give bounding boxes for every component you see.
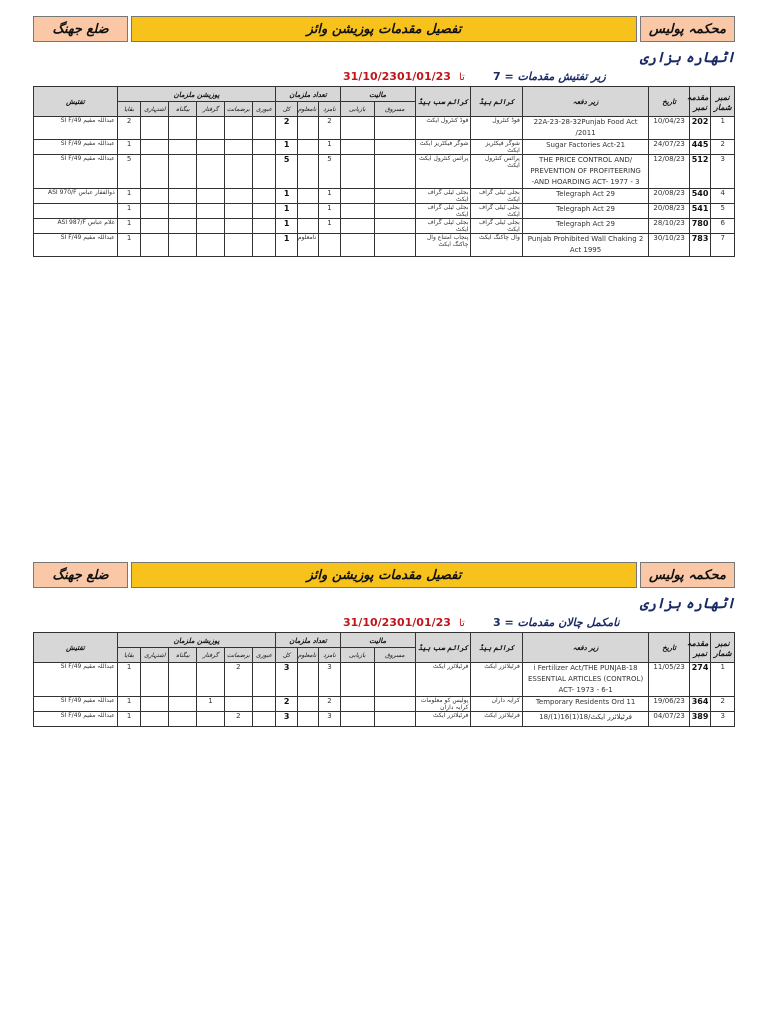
- cell-case-no: 364: [690, 697, 711, 712]
- cell-crime-subhead: بجلی ٹیلی گراف ایکٹ: [415, 204, 471, 219]
- cell-crime-subhead: پنجاب امتناع وال چاکنگ ایکٹ: [415, 234, 471, 257]
- banner: [33, 16, 735, 42]
- cell-innocent: [169, 234, 197, 257]
- col-crime-subhead: کرائم سب ہیڈ: [415, 633, 471, 663]
- cases-table: [33, 86, 735, 257]
- report-title: تفصیل مقدمات پوزیشن وائز: [131, 16, 637, 42]
- col-property: مالیت: [340, 633, 415, 648]
- cell-investigation-officer: ذوالفقار عباس ASI 970/F: [34, 189, 118, 204]
- district-label: ضلع جھنگ: [33, 16, 128, 42]
- cell-section: 11 Temporary Residents Ord: [522, 697, 648, 712]
- cell-serial: 4: [711, 189, 735, 204]
- cell-total: 2: [276, 697, 297, 712]
- cell-interim: [252, 663, 276, 697]
- date-range: [343, 616, 473, 629]
- col-interim: عبوری: [252, 102, 276, 117]
- case-count-value: 7: [493, 70, 501, 83]
- cell-interim: [252, 140, 276, 155]
- cell-interim: [252, 117, 276, 140]
- district-label: ضلع جھنگ: [33, 562, 128, 588]
- cell-released: [224, 117, 252, 140]
- table-row: [34, 234, 735, 257]
- cell-remaining: 1: [117, 204, 141, 219]
- report-title: تفصیل مقدمات پوزیشن وائز: [131, 562, 637, 588]
- table-row: [34, 663, 735, 697]
- cell-recovered: [340, 117, 374, 140]
- col-serial: نمبر شمار: [711, 87, 735, 117]
- col-named: نامزد: [319, 102, 340, 117]
- date-from: 01/01/23: [396, 616, 451, 629]
- cell-stolen: [374, 697, 415, 712]
- date-separator: تا: [458, 618, 465, 629]
- cell-crime-head: پرائس کنٹرول ایکٹ: [471, 155, 522, 189]
- cell-remaining: 1: [117, 712, 141, 727]
- cell-remaining: 1: [117, 697, 141, 712]
- col-accused-position: پوزیشن ملزمان: [117, 87, 276, 102]
- col-unknown: نامعلوم: [297, 102, 318, 117]
- cell-arrested: [197, 663, 225, 697]
- cell-interim: [252, 189, 276, 204]
- cell-unknown: [297, 663, 318, 697]
- col-arrested: گرفتار: [197, 102, 225, 117]
- cell-innocent: [169, 140, 197, 155]
- cell-released: 2: [224, 712, 252, 727]
- cell-total: 3: [276, 663, 297, 697]
- cell-remaining: 2: [117, 117, 141, 140]
- cell-stolen: [374, 234, 415, 257]
- col-remaining: بقایا: [117, 648, 141, 663]
- cell-date: 12/08/23: [649, 155, 690, 189]
- cell-absconder: [141, 189, 169, 204]
- cell-date: 24/07/23: [649, 140, 690, 155]
- cell-arrested: [197, 117, 225, 140]
- cell-unknown: [297, 219, 318, 234]
- cell-investigation-officer: [34, 204, 118, 219]
- cell-total: 1: [276, 140, 297, 155]
- cell-released: 2: [224, 663, 252, 697]
- cell-released: [224, 219, 252, 234]
- case-count: [493, 70, 606, 83]
- cell-date: 20/08/23: [649, 204, 690, 219]
- col-absconder: اشتہاری: [141, 102, 169, 117]
- case-count-label: زیر تفتیش مقدمات =: [500, 70, 606, 83]
- cell-section: /THE PRICE CONTROL AND PREVENTION OF PROFITEERING AND HOARDING ACT- 1977 - 3-: [522, 155, 648, 189]
- cell-named: 2: [319, 117, 340, 140]
- cell-crime-head: شوگر فیکٹریز ایکٹ: [471, 140, 522, 155]
- cell-total: 5: [276, 155, 297, 189]
- cell-innocent: [169, 697, 197, 712]
- case-count-label: نامکمل چالان مقدمات =: [500, 616, 620, 629]
- col-total: کل: [276, 648, 297, 663]
- cell-unknown: [297, 189, 318, 204]
- cell-section: 29 Telegraph Act: [522, 204, 648, 219]
- cell-unknown: [297, 155, 318, 189]
- cell-interim: [252, 155, 276, 189]
- cell-crime-head: بجلی ٹیلی گراف ایکٹ: [471, 189, 522, 204]
- cell-named: 5: [319, 155, 340, 189]
- cell-crime-subhead: فوڈ کنٹرول ایکٹ: [415, 117, 471, 140]
- col-date: تاریخ: [649, 633, 690, 663]
- cell-stolen: [374, 204, 415, 219]
- cell-named: 1: [319, 140, 340, 155]
- cell-absconder: [141, 697, 169, 712]
- cell-total: 3: [276, 712, 297, 727]
- cell-crime-head: کرایہ داران: [471, 697, 522, 712]
- cell-date: 30/10/23: [649, 234, 690, 257]
- col-accused-count: تعداد ملزمان: [276, 87, 340, 102]
- cell-unknown: [297, 204, 318, 219]
- cell-recovered: [340, 697, 374, 712]
- cell-arrested: 1: [197, 697, 225, 712]
- cell-section: 29 Telegraph Act: [522, 219, 648, 234]
- col-stolen: مسروق: [374, 648, 415, 663]
- date-separator: تا: [458, 72, 465, 83]
- cell-crime-subhead: فرٹیلائزر ایکٹ: [415, 663, 471, 697]
- cell-investigation-officer: عبداللہ مقیم SI F/49: [34, 697, 118, 712]
- cell-investigation-officer: عبداللہ مقیم SI F/49: [34, 712, 118, 727]
- cell-date: 04/07/23: [649, 712, 690, 727]
- case-summary: [33, 616, 735, 632]
- cell-innocent: [169, 189, 197, 204]
- cell-unknown: [297, 712, 318, 727]
- cell-crime-head: وال چاکنگ ایکٹ: [471, 234, 522, 257]
- cell-investigation-officer: غلام عباس ASI 987/F: [34, 219, 118, 234]
- cell-remaining: 1: [117, 189, 141, 204]
- cell-recovered: [340, 204, 374, 219]
- police-station-name: اٹھارہ ہزاری: [639, 50, 735, 66]
- cell-remaining: 1: [117, 140, 141, 155]
- banner: [33, 562, 735, 588]
- cell-crime-head: فرٹیلائزر ایکٹ: [471, 663, 522, 697]
- cell-remaining: 5: [117, 155, 141, 189]
- cell-stolen: [374, 712, 415, 727]
- date-to: 31/10/23: [343, 70, 397, 83]
- cell-unknown: [297, 117, 318, 140]
- col-date: تاریخ: [649, 87, 690, 117]
- cell-interim: [252, 219, 276, 234]
- cell-innocent: [169, 204, 197, 219]
- cell-case-no: 540: [690, 189, 711, 204]
- cell-released: [224, 189, 252, 204]
- col-accused-count: تعداد ملزمان: [276, 633, 340, 648]
- cell-investigation-officer: عبداللہ مقیم SI F/49: [34, 140, 118, 155]
- police-station-name: اٹھارہ ہزاری: [639, 596, 735, 612]
- cell-date: 20/08/23: [649, 189, 690, 204]
- cell-named: 2: [319, 697, 340, 712]
- col-unknown: نامعلوم: [297, 648, 318, 663]
- cell-innocent: [169, 117, 197, 140]
- cases-table: [33, 632, 735, 727]
- col-investigation: تفتیش: [34, 633, 118, 663]
- col-interim: عبوری: [252, 648, 276, 663]
- cell-stolen: [374, 155, 415, 189]
- table-row: [34, 712, 735, 727]
- cell-absconder: [141, 712, 169, 727]
- cell-innocent: [169, 155, 197, 189]
- cell-crime-head: بجلی ٹیلی گراف ایکٹ: [471, 204, 522, 219]
- cell-innocent: [169, 219, 197, 234]
- cell-arrested: [197, 189, 225, 204]
- col-released: برضمانت: [224, 102, 252, 117]
- table-header-row: [34, 633, 735, 648]
- cell-total: 1: [276, 189, 297, 204]
- col-crime-head: کرائم ہیڈ: [471, 633, 522, 663]
- col-remaining: بقایا: [117, 102, 141, 117]
- cell-arrested: [197, 712, 225, 727]
- cell-total: 1: [276, 204, 297, 219]
- cell-section: 18-i Fertilizer Act/THE PUNJAB ESSENTIAL ARTICLES (CONTROL) ACT- 1973 - 6-1: [522, 663, 648, 697]
- cell-crime-subhead: پرائس کنٹرول ایکٹ: [415, 155, 471, 189]
- report-section-1: [33, 16, 735, 257]
- cell-serial: 7: [711, 234, 735, 257]
- cell-serial: 1: [711, 117, 735, 140]
- cell-absconder: [141, 155, 169, 189]
- table-row: [34, 697, 735, 712]
- cell-absconder: [141, 204, 169, 219]
- cell-recovered: [340, 219, 374, 234]
- cell-interim: [252, 234, 276, 257]
- cell-recovered: [340, 189, 374, 204]
- cell-serial: 6: [711, 219, 735, 234]
- cell-absconder: [141, 140, 169, 155]
- cell-total: 1: [276, 219, 297, 234]
- cell-investigation-officer: عبداللہ مقیم SI F/49: [34, 117, 118, 140]
- department-label: محکمہ پولیس: [640, 562, 735, 588]
- col-property: مالیت: [340, 87, 415, 102]
- cell-released: [224, 204, 252, 219]
- cell-unknown: نامعلوم: [297, 234, 318, 257]
- col-case-no: مقدمہ نمبر: [690, 633, 711, 663]
- col-section: زیر دفعہ: [522, 87, 648, 117]
- cell-section: 22A-23-28-32Punjab Food Act 2011/: [522, 117, 648, 140]
- cell-serial: 1: [711, 663, 735, 697]
- cell-interim: [252, 712, 276, 727]
- col-stolen: مسروق: [374, 102, 415, 117]
- col-recovered: بازیابی: [340, 102, 374, 117]
- cell-serial: 2: [711, 140, 735, 155]
- table-row: [34, 189, 735, 204]
- cell-innocent: [169, 663, 197, 697]
- cell-recovered: [340, 712, 374, 727]
- col-absconder: اشتہاری: [141, 648, 169, 663]
- cell-innocent: [169, 712, 197, 727]
- cell-arrested: [197, 140, 225, 155]
- cell-case-no: 445: [690, 140, 711, 155]
- cell-interim: [252, 204, 276, 219]
- cell-stolen: [374, 140, 415, 155]
- cell-case-no: 512: [690, 155, 711, 189]
- cell-absconder: [141, 117, 169, 140]
- cell-crime-head: فوڈ کنٹرول: [471, 117, 522, 140]
- col-section: زیر دفعہ: [522, 633, 648, 663]
- table-row: [34, 117, 735, 140]
- cell-crime-subhead: شوگر فیکٹریز ایکٹ: [415, 140, 471, 155]
- col-case-no: مقدمہ نمبر: [690, 87, 711, 117]
- cell-crime-subhead: بجلی ٹیلی گراف ایکٹ: [415, 189, 471, 204]
- col-serial: نمبر شمار: [711, 633, 735, 663]
- cell-crime-head: بجلی ٹیلی گراف ایکٹ: [471, 219, 522, 234]
- cell-interim: [252, 697, 276, 712]
- cell-serial: 5: [711, 204, 735, 219]
- cell-stolen: [374, 219, 415, 234]
- date-to: 31/10/23: [343, 616, 397, 629]
- cell-recovered: [340, 663, 374, 697]
- cell-named: 1: [319, 189, 340, 204]
- cell-date: 19/06/23: [649, 697, 690, 712]
- cell-date: 10/04/23: [649, 117, 690, 140]
- col-crime-subhead: کرائم سب ہیڈ: [415, 87, 471, 117]
- cell-remaining: 1: [117, 663, 141, 697]
- cell-total: 1: [276, 234, 297, 257]
- cell-released: [224, 140, 252, 155]
- cell-named: 1: [319, 219, 340, 234]
- col-accused-position: پوزیشن ملزمان: [117, 633, 276, 648]
- cell-remaining: 1: [117, 234, 141, 257]
- date-range: [343, 70, 473, 83]
- cell-crime-subhead: بجلی ٹیلی گراف ایکٹ: [415, 219, 471, 234]
- cell-investigation-officer: عبداللہ مقیم SI F/49: [34, 234, 118, 257]
- cell-investigation-officer: عبداللہ مقیم SI F/49: [34, 663, 118, 697]
- cell-serial: 3: [711, 712, 735, 727]
- cell-date: 11/05/23: [649, 663, 690, 697]
- col-arrested: گرفتار: [197, 648, 225, 663]
- col-total: کل: [276, 102, 297, 117]
- cell-section: 21-Sugar Factories Act: [522, 140, 648, 155]
- report-section-2: [33, 562, 735, 727]
- cell-stolen: [374, 117, 415, 140]
- cell-arrested: [197, 204, 225, 219]
- case-summary: [33, 70, 735, 86]
- cell-released: [224, 155, 252, 189]
- table-row: [34, 219, 735, 234]
- cell-stolen: [374, 189, 415, 204]
- cell-serial: 3: [711, 155, 735, 189]
- table-header-row: [34, 87, 735, 102]
- cell-arrested: [197, 155, 225, 189]
- cell-date: 28/10/23: [649, 219, 690, 234]
- cell-crime-subhead: پولیس کو معلومات کرایہ داران: [415, 697, 471, 712]
- cell-case-no: 783: [690, 234, 711, 257]
- cell-absconder: [141, 234, 169, 257]
- col-named: نامزد: [319, 648, 340, 663]
- col-innocent: بیگناہ: [169, 102, 197, 117]
- cell-case-no: 274: [690, 663, 711, 697]
- table-row: [34, 155, 735, 189]
- cell-arrested: [197, 234, 225, 257]
- cell-case-no: 541: [690, 204, 711, 219]
- cell-case-no: 780: [690, 219, 711, 234]
- cell-recovered: [340, 140, 374, 155]
- cell-remaining: 1: [117, 219, 141, 234]
- cell-investigation-officer: عبداللہ مقیم SI F/49: [34, 155, 118, 189]
- cell-named: 3: [319, 663, 340, 697]
- date-from: 01/01/23: [396, 70, 451, 83]
- cell-case-no: 202: [690, 117, 711, 140]
- cell-absconder: [141, 663, 169, 697]
- col-released: برضمانت: [224, 648, 252, 663]
- cell-released: [224, 234, 252, 257]
- cell-section: 2 Punjab Prohibited Wall Chaking Act 1995: [522, 234, 648, 257]
- cell-section: فرٹیلائزر ایکٹ/18(1)16(1)/18: [522, 712, 648, 727]
- cell-unknown: [297, 140, 318, 155]
- cell-recovered: [340, 155, 374, 189]
- col-innocent: بیگناہ: [169, 648, 197, 663]
- cell-named: [319, 234, 340, 257]
- case-count-value: 3: [493, 616, 501, 629]
- col-investigation: تفتیش: [34, 87, 118, 117]
- cell-arrested: [197, 219, 225, 234]
- cell-serial: 2: [711, 697, 735, 712]
- cell-case-no: 389: [690, 712, 711, 727]
- cell-absconder: [141, 219, 169, 234]
- cell-section: 29 Telegraph Act: [522, 189, 648, 204]
- cell-total: 2: [276, 117, 297, 140]
- cell-crime-head: فرٹیلائزر ایکٹ: [471, 712, 522, 727]
- cell-unknown: [297, 697, 318, 712]
- cell-named: 1: [319, 204, 340, 219]
- col-crime-head: کرائم ہیڈ: [471, 87, 522, 117]
- cell-named: 3: [319, 712, 340, 727]
- table-row: [34, 204, 735, 219]
- cell-stolen: [374, 663, 415, 697]
- cell-recovered: [340, 234, 374, 257]
- col-recovered: بازیابی: [340, 648, 374, 663]
- department-label: محکمہ پولیس: [640, 16, 735, 42]
- case-count: [493, 616, 620, 629]
- table-row: [34, 140, 735, 155]
- cell-released: [224, 697, 252, 712]
- cell-crime-subhead: فرٹیلائزر ایکٹ: [415, 712, 471, 727]
